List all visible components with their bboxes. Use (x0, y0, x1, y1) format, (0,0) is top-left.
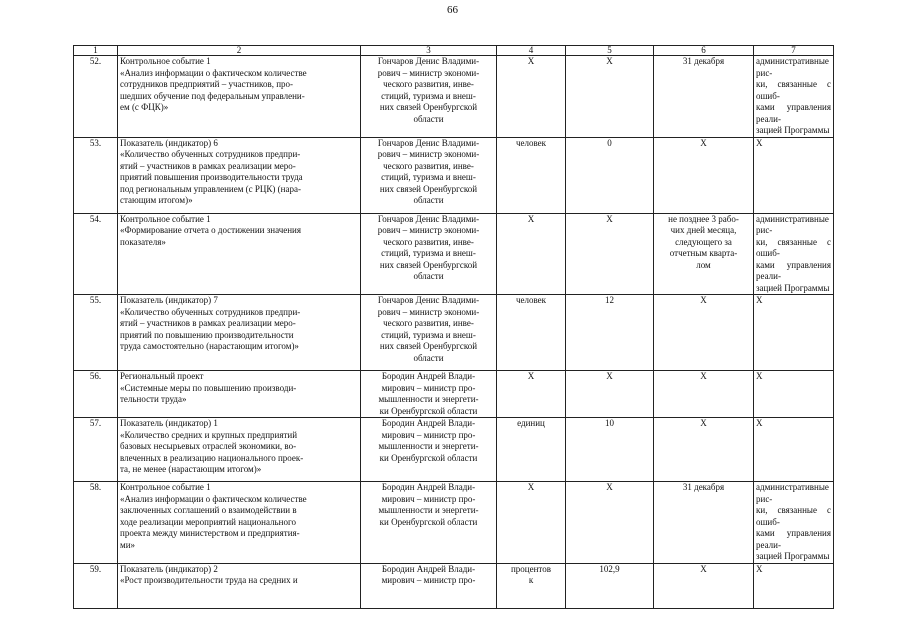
deadline-cell (654, 418, 754, 482)
cell-text-line: ками управления реали- (756, 259, 831, 281)
cell-text-line: ятий – участников в рамках реализации меро- (120, 318, 296, 328)
risks-cell (754, 563, 834, 608)
table-row (74, 213, 834, 295)
cell-text-line: мирович – министр про- (381, 382, 476, 393)
description-cell (118, 482, 361, 564)
cell-text: 12 (605, 295, 614, 305)
responsible-cell (361, 418, 497, 482)
responsible-cell (361, 137, 497, 213)
cell-text-line: мирович – министр про- (381, 429, 476, 440)
cell-text-line: Бородин Андрей Влади- (381, 418, 476, 428)
cell-text-line: мирович – министр про- (381, 575, 476, 585)
cell-text-line: области (413, 271, 444, 281)
unit-cell (497, 295, 566, 371)
cell-text-line: ми» (120, 539, 136, 550)
row-number-cell (74, 137, 118, 213)
unit-cell (497, 56, 566, 138)
cell-text-line: «Анализ информации о фактическом количестве (120, 493, 307, 504)
cell-text-line: Х (700, 563, 707, 574)
cell-text-line: Бородин Андрей Влади- (381, 563, 476, 574)
cell-text: 54. (89, 213, 102, 224)
cell-text-line: рович – министр экономи- (377, 67, 480, 78)
cell-text-line: рович – министр экономи- (377, 149, 480, 159)
unit-cell (497, 482, 566, 564)
cell-text-line: Показатель (индикатор) 6 (120, 137, 218, 148)
cell-text-line: Гончаров Денис Владими- (377, 56, 480, 66)
responsible-cell (361, 213, 497, 295)
cell-text-line: ки, связанные с ошиб- (756, 236, 831, 258)
cell-text-line: административные рис- (756, 56, 829, 78)
risks-cell (754, 371, 834, 418)
header-cell: 6 (654, 46, 754, 56)
description-cell (118, 563, 361, 608)
deadline-cell (654, 56, 754, 138)
description-cell (118, 295, 361, 371)
cell-text-line: ки Оренбургской области (379, 452, 478, 463)
cell-text: Х (606, 371, 613, 381)
cell-text-line: рович – министр экономи- (377, 225, 480, 235)
cell-text: 56. (89, 371, 102, 381)
cell-text: 0 (607, 137, 612, 148)
cell-text-line: 31 декабря (682, 482, 725, 492)
cell-text-line: отчетным кварта- (669, 248, 738, 258)
table-row (74, 563, 834, 608)
unit-cell (497, 137, 566, 213)
cell-text-line: следующего за (675, 236, 732, 247)
cell-text: Х (527, 482, 535, 492)
cell-text: Х (606, 56, 613, 66)
unit-cell (497, 418, 566, 482)
cell-text-line: лом (696, 259, 711, 270)
cell-text-line: та, не менее (нарастающим итогом)» (120, 464, 262, 474)
cell-text-line: них связей Оренбургской (379, 102, 478, 112)
cell-text-line: Х (700, 371, 707, 381)
cell-text-line: влеченных в реализацию национального проек- (120, 452, 304, 463)
cell-text: Х (527, 371, 535, 381)
value-cell (566, 213, 654, 295)
risks-cell (754, 137, 834, 213)
header-row (74, 46, 834, 56)
cell-text-line: стиций, туризма и внеш- (381, 172, 476, 182)
cell-text-line: «Формирование отчета о достижении значения (120, 225, 302, 235)
cell-text-line: Гончаров Денис Владими- (377, 137, 480, 148)
cell-text-line: Гончаров Денис Владими- (377, 295, 480, 305)
cell-text-line: ем (с ФЦК)» (120, 102, 169, 112)
cell-text-line: показателя» (120, 236, 166, 247)
value-cell (566, 418, 654, 482)
row-number-cell (74, 213, 118, 295)
row-number-cell (74, 418, 118, 482)
cell-text: Х (606, 482, 613, 492)
cell-text-line: ческого развития, инве- (383, 160, 474, 171)
cell-text-line: приятий повышения производительности труда (120, 172, 303, 182)
cell-text-line: Х (756, 371, 763, 381)
cell-text-line: стиций, туризма и внеш- (381, 248, 476, 258)
cell-text-line: шедших обучение под федеральным управлени- (120, 90, 305, 101)
deadline-cell (654, 295, 754, 371)
row-number-cell (74, 482, 118, 564)
description-cell (118, 137, 361, 213)
cell-text-line: проекта между министерством и предприятия- (120, 528, 300, 538)
cell-text-line: ческого развития, инве- (383, 236, 474, 247)
cell-text-line: зацией Программы (756, 282, 830, 293)
table-row (74, 371, 834, 418)
risks-cell (754, 56, 834, 138)
cell-text-line: Показатель (индикатор) 1 (120, 418, 218, 428)
cell-text: Х (606, 213, 613, 224)
page-number: 66 (447, 4, 458, 16)
cell-text-line: Контрольное событие 1 (120, 482, 211, 492)
cell-text-line: мирович – министр про- (381, 493, 476, 504)
risks-cell (754, 295, 834, 371)
cell-text-line: ческого развития, инве- (383, 318, 474, 328)
cell-text: Х (527, 213, 535, 224)
cell-text-line: Х (700, 418, 707, 428)
cell-text-line: Контрольное событие 1 (120, 56, 211, 66)
deadline-cell (654, 482, 754, 564)
cell-text: 10 (605, 418, 614, 428)
deadline-cell (654, 213, 754, 295)
header-cell: 5 (566, 46, 654, 56)
cell-text-line: «Системные меры по повышению производи- (120, 382, 297, 393)
cell-text-line: Бородин Андрей Влади- (381, 482, 476, 492)
cell-text: человек (515, 137, 547, 148)
cell-text-line: приятий по повышению производительности (120, 329, 294, 340)
cell-text-line: «Рост производительности труда на средних и (120, 575, 298, 585)
cell-text-line: мышленности и энергети- (378, 505, 479, 515)
cell-text-line: ки, связанные с ошиб- (756, 505, 831, 527)
risks-cell (754, 213, 834, 295)
cell-text: 53. (89, 137, 102, 148)
risks-cell (754, 418, 834, 482)
table-row (74, 137, 834, 213)
responsible-cell (361, 56, 497, 138)
value-cell (566, 563, 654, 608)
cell-text-line: базовых несырьевых отраслей экономики, во- (120, 441, 297, 451)
table-row (74, 56, 834, 138)
description-cell (118, 213, 361, 295)
cell-text-line: рович – министр экономи- (377, 306, 480, 317)
cell-text-line: них связей Оренбургской (379, 259, 478, 270)
cell-text-line: Х (756, 137, 763, 148)
cell-text: 52. (89, 56, 102, 66)
cell-text-line: Х (756, 418, 763, 428)
deadline-cell (654, 371, 754, 418)
description-cell (118, 371, 361, 418)
cell-text: процентов (510, 563, 551, 574)
cell-text-line: области (413, 113, 444, 124)
cell-text-line: ятий – участников в рамках реализации меро- (120, 160, 296, 171)
table-row (74, 418, 834, 482)
table-row (74, 295, 834, 371)
deadline-cell (654, 563, 754, 608)
cell-text-line: области (413, 352, 444, 363)
cell-text-line: не позднее 3 рабо- (668, 213, 739, 224)
unit-cell (497, 563, 566, 608)
cell-text-line: труда самостоятельно (нарастающим итогом)» (120, 341, 299, 351)
program-table (73, 45, 834, 609)
value-cell (566, 371, 654, 418)
cell-text-line: ками управления реали- (756, 102, 831, 124)
cell-text-line: ки Оренбургской области (379, 405, 478, 416)
cell-text: 59. (89, 563, 102, 574)
cell-text-line: ками управления реали- (756, 528, 831, 550)
cell-text-line: административные рис- (756, 482, 829, 504)
cell-text-line: сотрудников предприятий – участников, про- (120, 79, 294, 89)
cell-text-line: стающим итогом)» (120, 195, 193, 205)
responsible-cell (361, 295, 497, 371)
cell-text-line: Х (756, 563, 763, 574)
cell-text-line: Х (756, 295, 763, 305)
cell-text-line: заключенных соглашений о взаимодействии в (120, 505, 297, 515)
cell-text: Х (527, 56, 535, 66)
header-cell: 3 (361, 46, 497, 56)
responsible-cell (361, 563, 497, 608)
header-cell: 2 (118, 46, 361, 56)
cell-text-line: Х (700, 137, 707, 148)
deadline-cell (654, 137, 754, 213)
cell-text: к (528, 575, 534, 585)
cell-text-line: стиций, туризма и внеш- (381, 90, 476, 101)
unit-cell (497, 213, 566, 295)
risks-cell (754, 482, 834, 564)
cell-text-line: них связей Оренбургской (379, 341, 478, 351)
header-cell: 7 (754, 46, 834, 56)
cell-text-line: «Количество средних и крупных предприятий (120, 429, 298, 440)
cell-text-line: Региональный проект (120, 371, 204, 381)
responsible-cell (361, 371, 497, 418)
cell-text-line: Бородин Андрей Влади- (381, 371, 476, 381)
header-cell: 1 (74, 46, 118, 56)
row-number-cell (74, 371, 118, 418)
cell-text-line: зацией Программы (756, 551, 830, 561)
cell-text-line: мышленности и энергети- (378, 441, 479, 451)
cell-text: единиц (517, 418, 545, 428)
row-number-cell (74, 56, 118, 138)
table-row (74, 482, 834, 564)
cell-text-line: Показатель (индикатор) 7 (120, 295, 218, 305)
cell-text-line: стиций, туризма и внеш- (381, 329, 476, 340)
cell-text-line: области (413, 195, 444, 205)
value-cell (566, 56, 654, 138)
cell-text-line: «Анализ информации о фактическом количестве (120, 67, 307, 78)
cell-text-line: ческого развития, инве- (383, 79, 474, 89)
cell-text: 102,9 (599, 563, 620, 574)
cell-text-line: чих дней месяца, (670, 225, 737, 235)
description-cell (118, 56, 361, 138)
cell-text-line: ки, связанные с ошиб- (756, 79, 831, 101)
cell-text-line: мышленности и энергети- (378, 394, 479, 404)
cell-text: 57. (89, 418, 102, 428)
value-cell (566, 137, 654, 213)
cell-text-line: Показатель (индикатор) 2 (120, 563, 218, 574)
cell-text-line: Контрольное событие 1 (120, 213, 211, 224)
cell-text-line: административные рис- (756, 213, 829, 235)
cell-text-line: тельности труда» (120, 394, 187, 404)
row-number-cell (74, 563, 118, 608)
cell-text-line: ходе реализации мероприятий национального (120, 516, 296, 527)
description-cell (118, 418, 361, 482)
cell-text-line: ки Оренбургской области (379, 516, 478, 527)
cell-text-line: 31 декабря (682, 56, 725, 66)
cell-text-line: «Количество обученных сотрудников предпри- (120, 306, 301, 317)
cell-text-line: Х (700, 295, 707, 305)
cell-text: 55. (89, 295, 102, 305)
header-cell: 4 (497, 46, 566, 56)
cell-text-line: них связей Оренбургской (379, 183, 478, 194)
cell-text-line: «Количество обученных сотрудников предпри- (120, 149, 301, 159)
cell-text-line: зацией Программы (756, 125, 830, 135)
responsible-cell (361, 482, 497, 564)
cell-text: человек (515, 295, 547, 305)
value-cell (566, 482, 654, 564)
cell-text-line: под региональным управлением (с РЦК) (нара- (120, 183, 301, 194)
unit-cell (497, 371, 566, 418)
row-number-cell (74, 295, 118, 371)
cell-text-line: Гончаров Денис Владими- (377, 213, 480, 224)
value-cell (566, 295, 654, 371)
cell-text: 58. (89, 482, 102, 492)
